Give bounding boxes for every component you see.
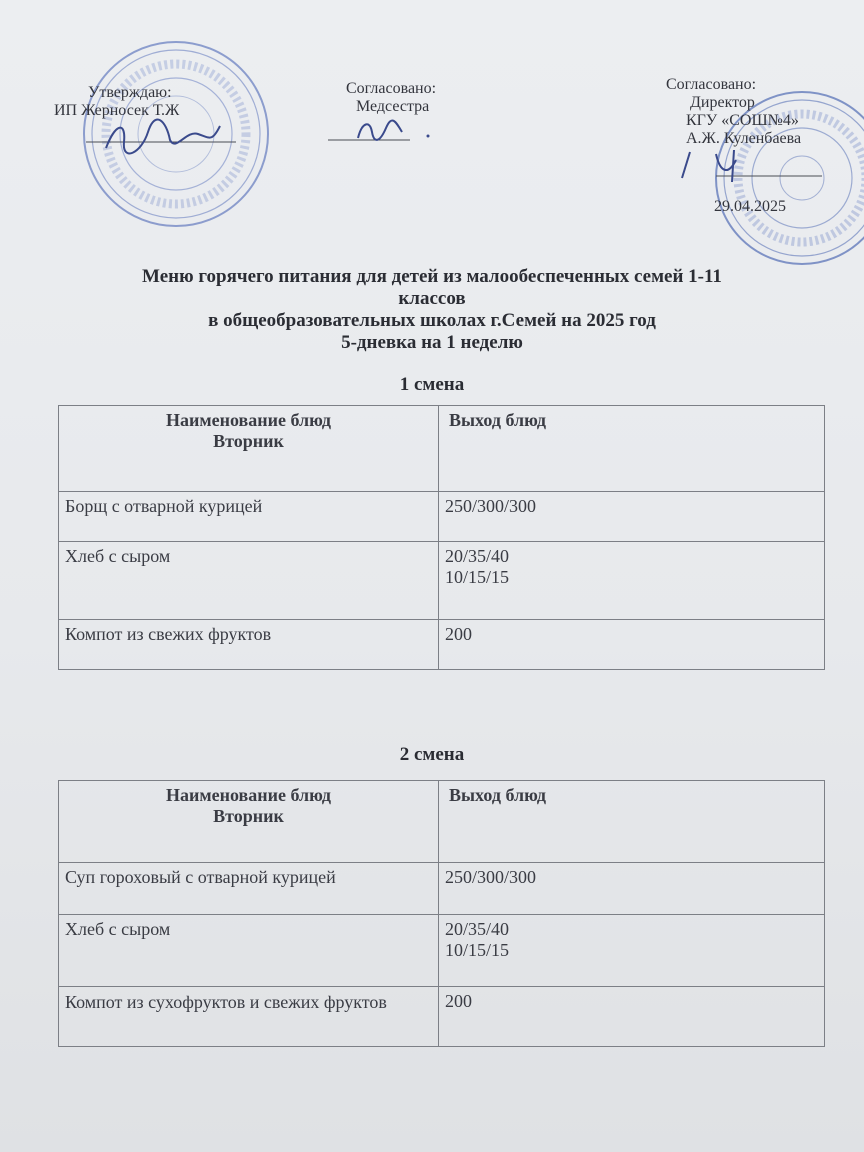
yield-value: 200 (445, 624, 472, 644)
signature-director (676, 142, 836, 192)
dish-yield (439, 863, 825, 915)
header-cell-yield (439, 781, 825, 863)
dish-name: Хлеб с сыром (59, 915, 439, 987)
signature-approved (86, 112, 246, 162)
yield-value: 20/35/40 (445, 919, 510, 939)
dish-name: Борщ с отварной курицей (59, 492, 439, 542)
header-cell-dish (59, 781, 439, 863)
menu-table-shift-2 (58, 780, 825, 1047)
title-line-4: 5-дневка на 1 неделю (341, 332, 523, 353)
approved-name: ИП Жерносек Т.Ж (54, 102, 180, 119)
yield-value-2: 10/15/15 (445, 940, 510, 960)
dish-name: Компот из свежих фруктов (59, 620, 439, 670)
yield-value-2: 10/15/15 (445, 567, 510, 587)
dish-yield (439, 620, 825, 670)
yield-value: 20/35/40 (445, 546, 510, 566)
table-header-row (59, 781, 825, 863)
nurse-role: Медсестра (356, 98, 430, 115)
director-org: КГУ «СОШ№4» (686, 112, 799, 129)
menu-table-shift-1 (58, 405, 825, 670)
director-label: Согласовано: (666, 76, 757, 93)
table-header-row (59, 406, 825, 492)
yield-value: 200 (445, 991, 472, 1011)
shift-1-label: 1 смена (399, 374, 465, 395)
table-row (59, 542, 825, 620)
director-block (666, 76, 801, 148)
yield-value: 250/300/300 (445, 496, 537, 516)
yield-value: 250/300/300 (445, 867, 537, 887)
signature-nurse (328, 112, 448, 152)
dish-yield (439, 915, 825, 987)
director-role: Директор (690, 94, 755, 111)
page-title (0, 266, 864, 354)
table-row (59, 915, 825, 987)
col-day: Вторник (213, 431, 284, 451)
col-yield-header: Выход блюд (449, 410, 546, 430)
nurse-label: Согласовано: (346, 80, 437, 97)
dish-yield (439, 492, 825, 542)
table-row (59, 492, 825, 542)
director-date: 29.04.2025 (714, 198, 786, 215)
table-row (59, 863, 825, 915)
dish-name: Хлеб с сыром (59, 542, 439, 620)
approved-label: Утверждаю: (88, 84, 172, 101)
dish-yield (439, 542, 825, 620)
shift-2-label: 2 смена (399, 744, 465, 765)
dish-name: Компот из сухофруктов и свежих фруктов (59, 987, 439, 1047)
col-dish-header: Наименование блюд (166, 785, 331, 805)
nurse-block (346, 80, 436, 116)
title-line-1: Меню горячего питания для детей из малообеспеченных семей 1-11 (142, 266, 722, 287)
table-row (59, 620, 825, 670)
col-day: Вторник (213, 806, 284, 826)
dish-name: Суп гороховый с отварной курицей (59, 863, 439, 915)
title-line-3: в общеобразовательных школах г.Семей на 2025 год (208, 310, 656, 331)
director-name: А.Ж. Куленбаева (686, 130, 802, 147)
col-yield-header: Выход блюд (449, 785, 546, 805)
header-cell-yield (439, 406, 825, 492)
col-dish-header: Наименование блюд (166, 410, 331, 430)
header-cell-dish (59, 406, 439, 492)
title-line-2: классов (398, 288, 466, 309)
dish-yield (439, 987, 825, 1047)
table-row (59, 987, 825, 1047)
